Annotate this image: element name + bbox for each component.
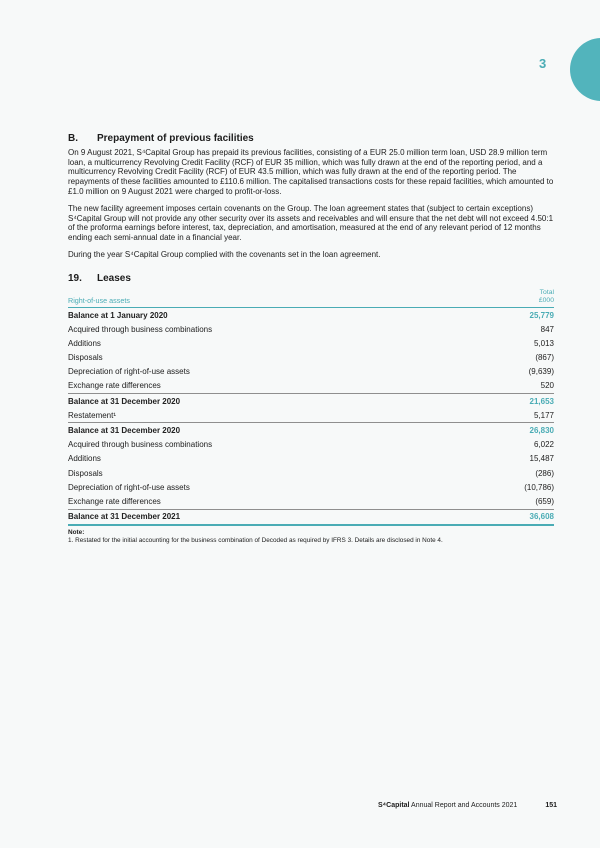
row-label: Depreciation of right-of-use assets — [68, 482, 190, 492]
table-row — [68, 480, 554, 494]
right-of-use-assets-table — [68, 289, 554, 526]
row-value: (10,786) — [524, 482, 554, 492]
table-row — [68, 408, 554, 423]
table-row — [68, 494, 554, 509]
note-item: 1. Restated for the initial accounting for the business combination of Decoded as required by IFRS 3. Details are disclosed in Note 4. — [68, 536, 443, 544]
table-value-header-line2: £000 — [538, 297, 554, 305]
row-label: Acquired through business combinations — [68, 440, 213, 450]
row-label: Additions — [68, 338, 101, 348]
footer-page-number: 151 — [545, 802, 557, 809]
section-b-title: Prepayment of previous facilities — [97, 133, 254, 144]
table-row-header: Right-of-use assets — [68, 296, 130, 306]
row-value: 520 — [540, 381, 554, 391]
row-value: (9,639) — [528, 367, 554, 377]
row-value: 21,653 — [529, 396, 554, 406]
table-value-header — [539, 289, 554, 305]
table-row — [68, 510, 554, 526]
row-label: Balance at 31 December 2020 — [68, 426, 181, 436]
row-label: Acquired through business combinations — [68, 324, 213, 334]
row-label: Balance at 31 December 2020 — [68, 396, 181, 406]
paragraph-prepayment-3: During the year S⁴Capital Group complied with the covenants set in the loan agreement. — [68, 250, 381, 260]
row-value: 36,608 — [529, 512, 554, 522]
section-19-heading — [68, 273, 554, 284]
table-row — [68, 452, 554, 466]
footer-brand: S⁴Capital — [378, 802, 410, 809]
row-label: Depreciation of right-of-use assets — [68, 367, 190, 377]
row-value: 6,022 — [533, 440, 554, 450]
row-label: Additions — [68, 454, 101, 464]
table-header-row — [68, 289, 554, 308]
row-label: Balance at 1 January 2020 — [68, 310, 168, 320]
footer-suffix: Annual Report and Accounts 2021 — [409, 802, 518, 809]
section-number: 3 — [539, 56, 547, 71]
row-label: Exchange rate differences — [68, 496, 161, 506]
table-row — [68, 438, 554, 452]
row-value: 26,830 — [529, 426, 554, 436]
row-value: 15,487 — [529, 454, 554, 464]
row-value: 25,779 — [529, 310, 554, 320]
row-value: 5,177 — [533, 410, 554, 420]
row-label: Exchange rate differences — [68, 381, 161, 391]
table-row — [68, 308, 554, 322]
row-value: 847 — [540, 324, 554, 334]
row-value: 5,013 — [533, 338, 554, 348]
section-b-label: B. — [68, 133, 78, 144]
section-19-label: 19. — [68, 273, 82, 285]
row-value: (867) — [535, 353, 554, 363]
note-heading: Note: — [68, 528, 85, 536]
section-19-title: Leases — [97, 273, 131, 285]
table-row — [68, 379, 554, 394]
page-footer — [0, 802, 557, 809]
note-section — [68, 529, 554, 545]
table-row — [68, 423, 554, 437]
table-row — [68, 365, 554, 379]
row-value: (659) — [535, 496, 554, 506]
corner-decoration-circle — [570, 38, 600, 101]
footer-report-title — [378, 802, 517, 809]
table-row — [68, 466, 554, 480]
section-b-heading — [68, 133, 554, 144]
table-value-header-line1: Total — [539, 289, 554, 297]
table-row — [68, 336, 554, 350]
paragraph-prepayment-2: The new facility agreement imposes certain covenants on the Group. The loan agreement states that (subject to certain exceptions) S⁴Capital Group will not provide any other security over its assets and receivables and will ensure that the net debt will not exceed 4.50:1 of the proforma earnings before interest, tax, depreciation, and amortisation, measured at the end of any relevant period of 12 months ending each semi-annual date in a financial year. — [68, 204, 554, 243]
table-row — [68, 322, 554, 336]
table-body — [68, 308, 554, 526]
row-value: (286) — [535, 468, 554, 478]
table-row — [68, 351, 554, 365]
paragraph-prepayment-1: On 9 August 2021, S⁴Capital Group has prepaid its previous facilities, consisting of a EUR 25.0 million term loan, USD 28.9 million term loan, a multicurrency Revolving Credit Facility (RCF) of EUR 35 million, which was fully drawn at the end of the reporting period, and a multicurrency Revolving Credit Facility (RCF) of EUR 43.5 million, which was fully drawn at the end of the reporting period. The repayments of these facilities amounted to £110.6 million. The capitalised transactions costs for these repaid facilities, which amounted to £1.0 million on 9 August 2021 were charged to profit-or-loss. — [68, 148, 554, 196]
row-label: Disposals — [68, 468, 103, 478]
row-label: Disposals — [68, 353, 103, 363]
table-row — [68, 394, 554, 408]
row-label: Balance at 31 December 2021 — [68, 512, 181, 522]
row-label: Restatement¹ — [68, 410, 117, 420]
page-content — [68, 133, 554, 545]
